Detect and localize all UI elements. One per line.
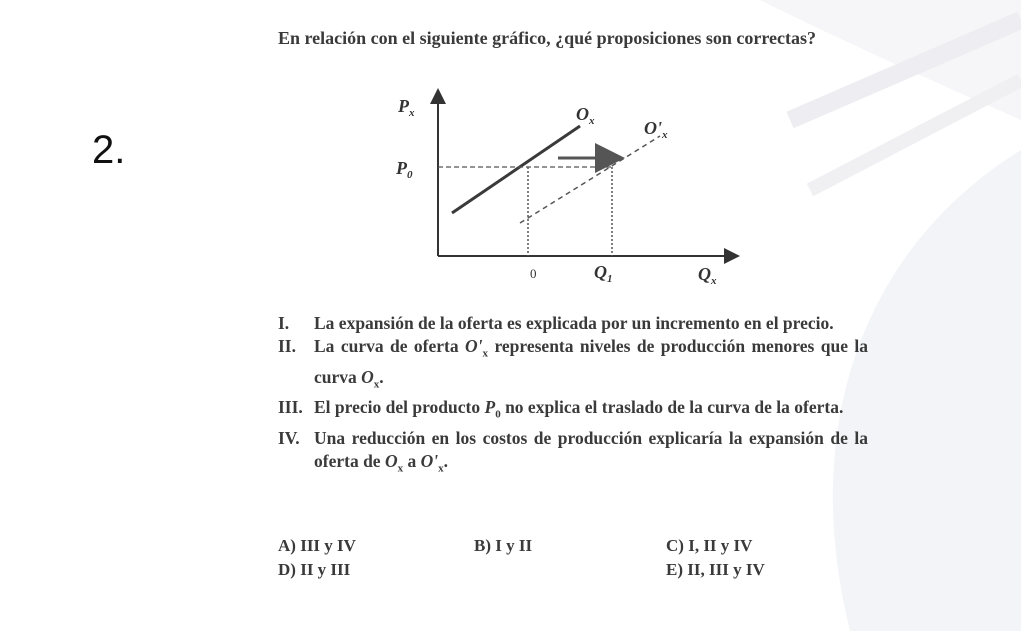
y-axis-label: P xyxy=(398,96,409,116)
shifted-curve-sub: x xyxy=(662,129,668,141)
text-part: a xyxy=(403,450,421,471)
symbol: P xyxy=(484,397,496,417)
answer-option-e[interactable] xyxy=(666,558,765,581)
propositions-list xyxy=(278,312,868,480)
answer-label: B) xyxy=(474,536,491,555)
curve-label: O xyxy=(576,104,589,124)
answer-text: I y II xyxy=(495,536,533,555)
subscript: x xyxy=(438,462,444,474)
symbol: O xyxy=(361,366,374,387)
text-part: . xyxy=(443,450,448,471)
answer-label: C) xyxy=(666,536,684,555)
proposition-text xyxy=(314,427,868,481)
text-part: La curva de oferta xyxy=(314,336,466,356)
svg-text:P0 xyxy=(395,158,413,181)
supply-curve-ox-shifted xyxy=(520,136,660,223)
answer-label: D) xyxy=(278,560,296,579)
proposition-number: III. xyxy=(278,397,303,417)
proposition-number: IV. xyxy=(278,427,300,448)
answer-option-d[interactable] xyxy=(278,558,350,581)
answer-option-a[interactable] xyxy=(278,534,356,557)
price-label: P xyxy=(396,158,407,178)
proposition-number: I. xyxy=(278,313,290,333)
svg-text:O'x xyxy=(644,118,668,141)
answer-option-b[interactable] xyxy=(474,534,532,557)
question-stem: En relación con el siguiente gráfico, ¿qué proposiciones son correctas? xyxy=(278,28,816,48)
proposition-text xyxy=(314,335,868,396)
supply-shift-graph xyxy=(380,88,740,298)
answer-label: A) xyxy=(278,536,296,555)
proposition-1 xyxy=(278,312,868,335)
answer-text: III y IV xyxy=(300,536,356,555)
answer-option-c[interactable] xyxy=(666,534,752,557)
text-part: representa niveles de producción menores que la curva xyxy=(314,336,868,387)
answer-text: II, III y IV xyxy=(687,560,765,579)
y-axis-sub: x xyxy=(409,107,415,119)
symbol: O' xyxy=(420,450,439,471)
shifted-curve-label: O' xyxy=(644,118,662,138)
text-part: no explica el traslado de la curva de la oferta. xyxy=(500,397,844,417)
q1-sub: 1 xyxy=(607,273,613,285)
text-part: El precio del producto xyxy=(314,397,485,417)
svg-text:Qx xyxy=(698,264,717,287)
text-part: Una reducción en los costos de producción explicaría la expansión de la oferta de xyxy=(314,427,868,471)
subscript: x xyxy=(482,347,489,360)
answer-text: II y III xyxy=(300,560,351,579)
proposition-3 xyxy=(278,396,868,427)
answer-text: I, II y IV xyxy=(688,536,753,555)
subscript: x xyxy=(397,462,404,474)
question-number: 2. xyxy=(92,128,126,172)
symbol: O xyxy=(384,450,398,471)
curve-sub: x xyxy=(589,115,595,127)
svg-text:Ox xyxy=(576,104,595,127)
proposition-4 xyxy=(278,427,868,481)
proposition-2 xyxy=(278,335,868,396)
answer-label: E) xyxy=(666,560,683,579)
svg-text:Px xyxy=(397,96,415,119)
proposition-text xyxy=(314,396,868,427)
symbol: O' xyxy=(465,336,483,356)
q0-label: 0 xyxy=(530,266,537,281)
x-axis-sub: x xyxy=(711,275,717,287)
svg-text:Q1 xyxy=(594,262,613,285)
subscript: 0 xyxy=(495,408,501,421)
x-axis-label: Q xyxy=(698,264,711,284)
text-part: . xyxy=(379,366,384,387)
supply-curve-ox xyxy=(452,126,580,213)
proposition-text: La expansión de la oferta es explicada por un incremento en el precio. xyxy=(314,313,834,333)
price-sub: 0 xyxy=(407,169,413,181)
q1-label: Q xyxy=(594,262,607,282)
subscript: x xyxy=(373,378,380,390)
proposition-number: II. xyxy=(278,336,296,356)
